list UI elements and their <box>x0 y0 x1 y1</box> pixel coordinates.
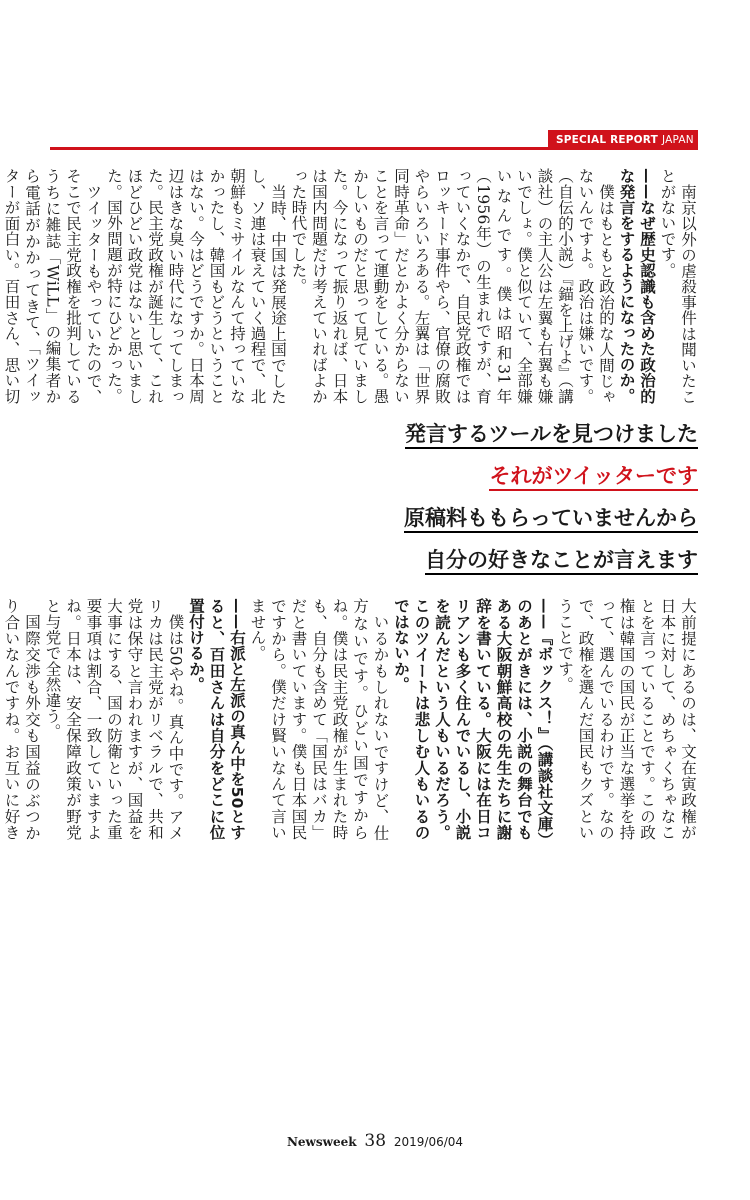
question-text: ——右派と左派の真ん中を50とすると、百田さんは自分をどこに位置付けるか。 <box>187 598 246 840</box>
answer-text: 国際交渉も外交も国益のぶつかり合いなんですね。お互いに好き <box>2 598 41 840</box>
answer-text: 当時、中国は発展途上国でしたし、ソ連は衰えていく過程で、北朝鮮もミサイルなんて持っていなかったし、韓国もどうということはない。今はどうですか。日本周辺はきな臭い時代になってしまった。民主党政権が誕生して、これほどひどい政党はないと思いました。国外問題が特にひどかった。 <box>105 168 287 404</box>
interview-answer <box>657 168 698 404</box>
answer-text: 南京以外の虐殺事件は聞いたことがないです。 <box>658 168 697 404</box>
answer-text: 僕はもともと政治的な人間じゃないんですよ。政治は嫌いです。（自伝的小説）『錨を上げよ』（講談社）の主人公は左翼も右翼も嫌いでしょ。僕と似ていて、全部嫌いなんです。僕は昭和31年（1956年）の生まれですが、育っていくなかで、自民党政権ではロッキード事件やら、官僚の腐敗やらいろいろある。左翼は「世界同時革命」だとかよく分からないことを言って運動をしている。愚かしいものだと思って見ていました。今になって振り返れば、日本は国内問題だけ考えていればよかった時代でした。 <box>289 168 615 404</box>
question-text: ——なぜ歴史認識も含めた政治的な発言をするようになったのか。 <box>617 168 656 404</box>
pull-quote-line-2: それがツイッターです <box>378 455 698 497</box>
pull-quote-line-3: 原稿料ももらっていませんから <box>378 497 698 539</box>
page-footer <box>0 1131 750 1151</box>
interview-answer <box>104 168 289 404</box>
interview-answer <box>0 598 42 840</box>
footer-date: 2019/06/04 <box>393 1135 464 1149</box>
pull-quote-line-4: 自分の好きなことが言えます <box>378 539 698 581</box>
answer-text: ツイッターもやっていたので、そこで民主党政権を批判しているうちに雑誌「WiLL」の編集者から電話がかかってきて、「ツイッターが面白い。百田さん、思い切 <box>2 168 103 404</box>
answer-text: いるかもしれないですけど、仕方ないです。ひどい国ですからね。僕は民主党政権が生まれた時も、自分も含めて「国民はバカ」だと書いています。僕も日本国民ですから。僕だけ賢いなんて言いません。 <box>248 598 390 840</box>
interview-question <box>391 598 555 840</box>
body-column-top-right <box>2 168 698 404</box>
footer-magazine: Newsweek <box>286 1135 357 1149</box>
interview-answer <box>288 168 616 404</box>
section-label: SPECIAL REPORT <box>556 134 658 146</box>
question-text: ——『ボックス！』（講談社文庫）のあとがきには、小説の舞台でもある大阪朝鮮高校の先生たちに謝辞を書いている。大阪には在日コリアンも多く住んでいるし、小説を読んだという人もいるだろう。このツイートは悲しむ人もいるのではないか。 <box>392 598 554 840</box>
pull-quote <box>378 413 698 585</box>
interview-answer <box>0 168 104 404</box>
answer-text: 僕は50やね。真ん中です。アメリカは民主党がリベラルで、共和党は保守と言われますが、国益を大事にする、国の防衛といった重要事項は割合、一致していますよね。日本は、安全保障政策が野党と与党で全然違う。 <box>43 598 185 840</box>
pull-quote-line-1: 発言するツールを見つけました <box>378 413 698 455</box>
footer-page-number: 38 <box>364 1131 387 1151</box>
body-column-middle-right <box>2 598 698 840</box>
interview-answer <box>42 598 186 840</box>
interview-question <box>616 168 657 404</box>
answer-text: 大前提にあるのは、文在寅政権が日本に対して、めちゃくちゃなことを言っていることです。この政権は韓国の国民が正当な選挙を持って、選んでいるわけです。なので、政権を選んだ国民もクズということです。 <box>556 598 697 840</box>
section-tab <box>548 130 698 150</box>
interview-answer <box>555 598 699 840</box>
interview-answer <box>247 598 391 840</box>
interview-question <box>186 598 248 840</box>
section-country: JAPAN <box>661 134 694 146</box>
